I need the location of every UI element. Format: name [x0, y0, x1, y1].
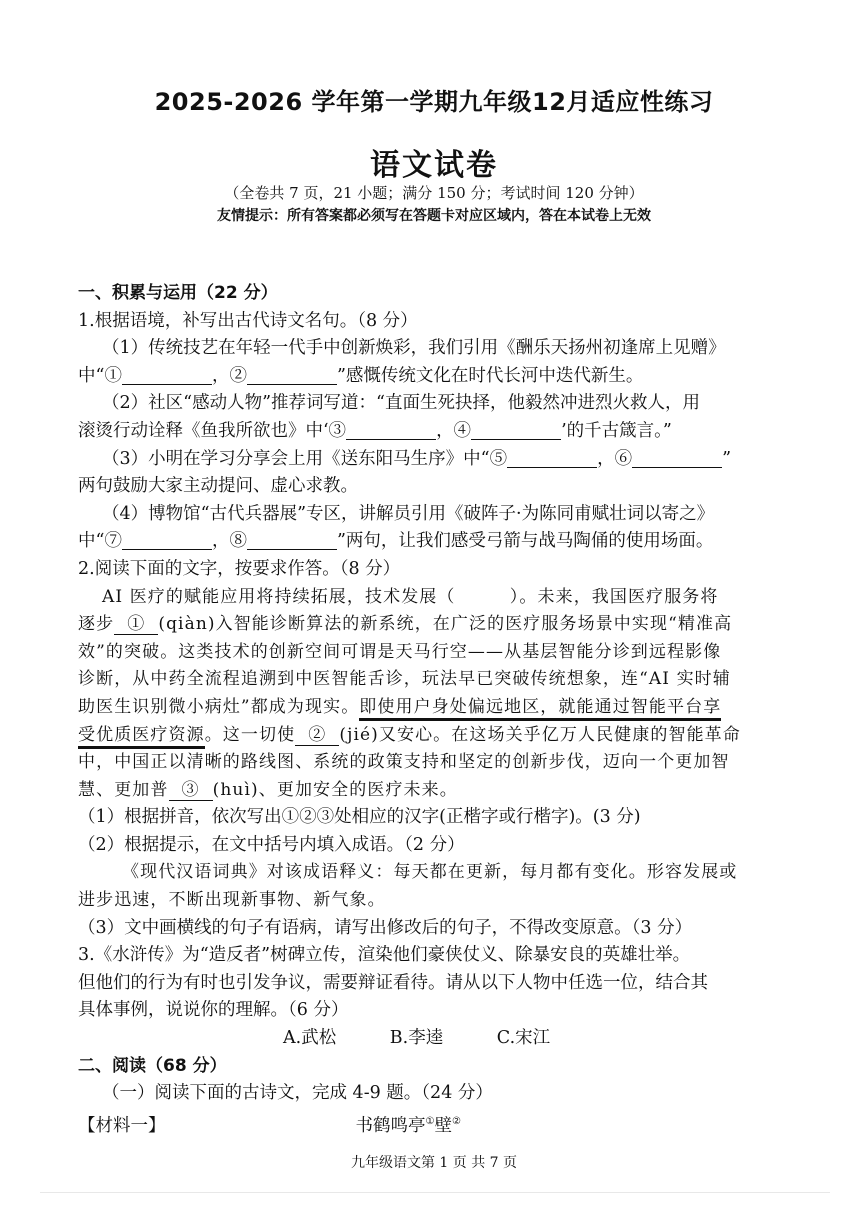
underlined-sentence-part1: 即使用户身处偏远地区，就能通过智能平台享 [359, 696, 722, 717]
blank-mark-1: ① [127, 614, 146, 635]
q2-passage-line5 [78, 694, 790, 722]
material-title [356, 1108, 461, 1136]
choice-a: A.武松 [283, 1028, 337, 1049]
q1-p2-text-b: ，④ [436, 420, 472, 441]
q3-line3: 具体事例，说说你的理解。（6 分） [78, 1000, 349, 1021]
section-2-heading: 二、阅读（68 分） [78, 1055, 227, 1076]
exam-tip: 友情提示：所有答案都必须写在答题卡对应区域内，答在本试卷上无效 [217, 208, 651, 224]
q2-passage-line7: 中，中国正以清晰的路线图、系统的政策支持和坚定的创新步伐，迈向一个更加智 [78, 752, 730, 773]
q3-choices [78, 1025, 790, 1053]
q1-stem: 1.根据语境，补写出古代诗文名句。（8 分） [78, 310, 418, 331]
q2-passage-line1: AI 医疗的赋能应用将持续拓展，技术发展（ ）。未来，我国医疗服务将 [102, 586, 719, 607]
q2-l8-text-b: (huì)、更加安全的医疗未来。 [212, 779, 458, 800]
q1-p4-text-c: ”两句，让我们感受弓箭与战马陶俑的使用场面。 [336, 531, 714, 552]
answer-blank-8[interactable] [247, 531, 337, 550]
exam-body [78, 280, 790, 1135]
q1-p4-line1: （4）博物馆“古代兵器展”专区，讲解员引用《破阵子·为陈同甫赋壮词以寄之》 [102, 503, 715, 524]
q2-l2-text-b: (qiàn)入智能诊断算法的新系统，在广泛的医疗服务场景中实现“精准高 [158, 614, 733, 635]
q2-passage-line4: 诊断，从中药全流程追溯到中医智能舌诊，玩法早已突破传统想象，连“AI 实时辅 [78, 669, 731, 690]
material-line [78, 1108, 790, 1136]
q1-p1-text-a: 中“① [78, 365, 122, 386]
section-1-heading: 一、积累与运用（22 分） [78, 283, 278, 303]
bottom-divider [40, 1192, 830, 1193]
q1-p3-text-b: ，⑥ [597, 448, 633, 469]
q1-p3-line2: 两句鼓励大家主动提问、虚心求教。 [78, 476, 358, 497]
q1-p1-text-c: ”感慨传统文化在时代长河中迭代新生。 [336, 365, 644, 386]
answer-blank-3[interactable] [346, 421, 436, 440]
blank-mark-3: ③ [181, 779, 200, 800]
material-label: 【材料一】 [78, 1115, 166, 1136]
q1-p1-line1: （1）传统技艺在年轻一代手中创新焕彩，我们引用《酬乐天扬州初逢席上见赠》 [102, 338, 726, 359]
q2-sub2-hint2: 进步迅速，不断出现新事物、新气象。 [78, 890, 386, 911]
choice-b: B.李逵 [389, 1028, 444, 1049]
q2-sub2: （2）根据提示，在文中括号内填入成语。（2 分） [78, 834, 465, 855]
page-footer: 九年级语文第 1 页 共 7 页 [350, 1155, 518, 1171]
footnote-mark-2: ② [451, 1115, 461, 1127]
pinyin-blank-3[interactable] [169, 780, 213, 801]
q1-p3-line1 [78, 446, 790, 474]
answer-blank-4[interactable] [471, 421, 561, 440]
q2-l8-text-a: 慧、更加普 [78, 779, 169, 800]
q1-p2-line2 [78, 418, 790, 446]
q2-sub2-hint1: 《现代汉语词典》对该成语释义：每天都在更新，每月都有变化。形容发展或 [122, 862, 738, 883]
underlined-sentence-part2: 受优质医疗资源 [78, 724, 205, 745]
q2-sub3: （3）文中画横线的句子有语病，请写出修改后的句子，不得改变原意。（3 分） [78, 917, 693, 938]
q3-line1: 3.《水浒传》为“造反者”树碑立传，渲染他们豪侠仗义、除暴安良的英雄壮举。 [78, 945, 691, 966]
q1-p4-line2 [78, 528, 790, 556]
blank-mark-2: ② [308, 724, 327, 745]
answer-blank-1[interactable] [122, 366, 212, 385]
q2-l6-text-b: (jié)又安心。在这场关乎亿万人民健康的智能革命 [339, 724, 741, 745]
q2-stem: 2.阅读下面的文字，按要求作答。（8 分） [78, 558, 401, 579]
choice-c: C.宋江 [496, 1028, 551, 1049]
answer-blank-2[interactable] [247, 366, 337, 385]
q3-line2: 但他们的行为有时也引发争议，需要辩证看待。请从以下人物中任选一位，结合其 [78, 972, 708, 993]
q1-p2-line1: （2）社区“感动人物”推荐词写道：“直面生死抉择，他毅然冲进烈火救人，用 [102, 393, 700, 414]
q2-passage-line2 [78, 611, 790, 639]
answer-blank-5[interactable] [507, 449, 597, 468]
q1-p4-text-b: ，⑧ [211, 531, 247, 552]
q1-p4-text-a: 中“⑦ [78, 531, 122, 552]
q2-passage-line3: 效”的突破。这类技术的创新空间可谓是天马行空——从基层智能分诊到远程影像 [78, 641, 722, 662]
material-title-text: 书鹤鸣亭 [355, 1115, 426, 1136]
q2-l6-text-a: 。这一切使 [204, 724, 296, 745]
q2-sub1: （1）根据拼音，依次写出①②③处相应的汉字(正楷字或行楷字)。(3 分) [78, 807, 641, 828]
q2-l5-text: 助医生识别微小病灶”都成为现实。 [78, 696, 360, 717]
q1-p2-text-a: 滚烫行动诠释《鱼我所欲也》中‘③ [78, 420, 347, 441]
q2-passage-line8 [78, 777, 790, 805]
q2-passage-line6 [78, 722, 790, 750]
q1-p2-text-c: ’的千古箴言。” [561, 420, 672, 441]
exam-info: （全卷共 7 页，21 小题；满分 150 分；考试时间 120 分钟） [224, 184, 644, 202]
material-title-text-2: 壁 [434, 1115, 452, 1136]
answer-blank-6[interactable] [632, 449, 722, 468]
footnote-mark-1: ① [425, 1115, 435, 1127]
answer-blank-7[interactable] [122, 531, 212, 550]
q1-p3-text-c: ” [722, 448, 732, 469]
q2-l2-text-a: 逐步 [78, 614, 115, 635]
section-2-part1: （一）阅读下面的古诗文，完成 4-9 题。（24 分） [102, 1083, 493, 1104]
exam-title: 2025-2026 学年第一学期九年级12月适应性练习 [154, 88, 714, 116]
q1-p3-text-a: （3）小明在学习分享会上用《送东阳马生序》中“⑤ [102, 448, 508, 469]
pinyin-blank-2[interactable] [295, 725, 339, 746]
q1-p1-text-b: ，② [211, 365, 247, 386]
q1-p1-line2 [78, 363, 790, 391]
exam-subtitle: 语文试卷 [370, 148, 498, 183]
pinyin-blank-1[interactable] [114, 614, 158, 635]
